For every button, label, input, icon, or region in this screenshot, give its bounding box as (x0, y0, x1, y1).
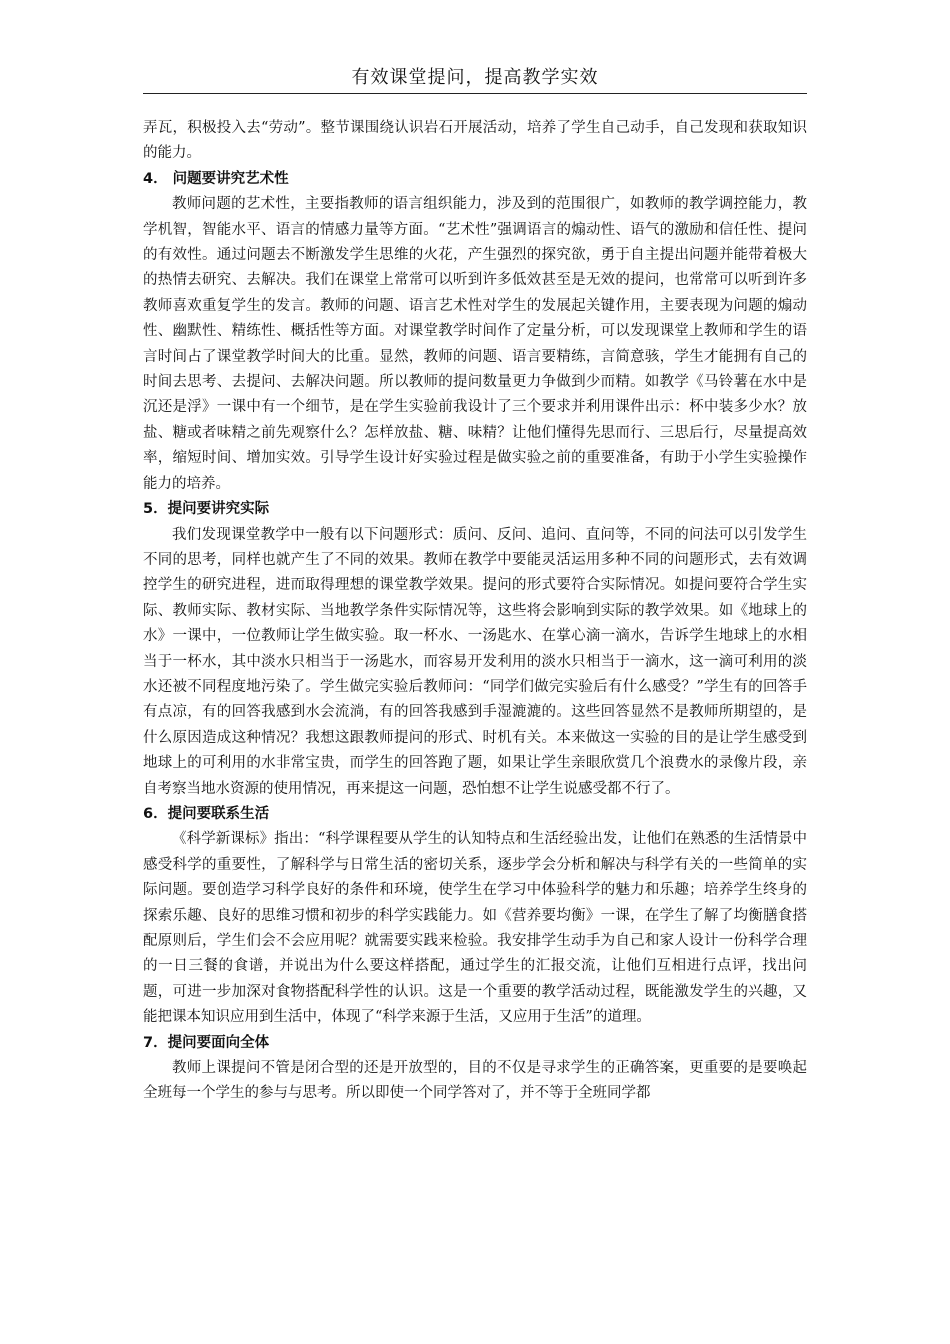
paragraph-section-6: 《科学新课标》指出：“科学课程要从学生的认知特点和生活经验出发，让他们在熟悉的生活情景中感受科学的重要性，了解科学与日常生活的密切关系，逐步学会分析和解决与科学有关的一些简单的实际问题。要创造学习科学良好的条件和环境，使学生在学习中体验科学的魅力和乐趣；培养学生终身的探索乐趣、良好的思维习惯和初步的科学实践能力。如《营养要均衡》一课，在学生了解了均衡膳食搭配原则后，学生们会不会应用呢？就需要实践来检验。我安排学生动手为自己和家人设计一份科学合理的一日三餐的食谱，并说出为什么要这样搭配，通过学生的汇报交流，让他们互相进行点评，找出问题，可进一步加深对食物搭配科学性的认识。这是一个重要的教学活动过程，既能激发学生的兴趣，又能把课本知识应用到生活中，体现了“科学来源于生活，又应用于生活”的道理。 (143, 831, 807, 1026)
section-heading-7: 7．提问要面向全体 (143, 1034, 270, 1051)
document-body (143, 116, 807, 1107)
paragraph-intro: 弄瓦，积极投入去“劳动”。整节课围绕认识岩石开展活动，培养了学生自己动手，自己发现和获取知识的能力。 (143, 120, 807, 162)
section-heading-5: 5．提问要讲究实际 (143, 501, 270, 518)
paragraph-section-7: 教师上课提问不管是闭合型的还是开放型的，目的不仅是寻求学生的正确答案，更重要的是要唤起全班每一个学生的参与与思考。所以即使一个同学答对了，并不等于全班同学都 (143, 1060, 807, 1102)
page-header-title: 有效课堂提问，提高教学实效 (351, 67, 599, 88)
paragraph-section-4: 教师问题的艺术性，主要指教师的语言组织能力，涉及到的范围很广，如教师的教学调控能力，教学机智，智能水平、语言的情感力量等方面。“艺术性”强调语言的煽动性、语气的激励和信任性、提问的有效性。通过问题去不断激发学生思维的火花，产生强烈的探究欲，勇于自主提出问题并能带着极大的热情去研究、去解决。我们在课堂上常常可以听到许多低效甚至是无效的提问，也常常可以听到许多教师喜欢重复学生的发言。教师的问题、语言艺术性对学生的发展起关键作用，主要表现为问题的煽动性、幽默性、精练性、概括性等方面。对课堂教学时间作了定量分析，可以发现课堂上教师和学生的语言时间占了课堂教学时间大的比重。显然，教师的问题、语言要精练，言简意骇，学生才能拥有自己的时间去思考、去提问、去解决问题。所以教师的提问数量更力争做到少而精。如教学《马铃薯在水中是沉还是浮》一课中有一个细节，是在学生实验前我设计了三个要求并利用课件出示：杯中装多少水？放盐、糖或者味精之前先观察什么？怎样放盐、糖、味精？让他们懂得先思而行、三思后行，尽量提高效率，缩短时间、增加实效。引导学生设计好实验过程是做实验之前的重要准备，有助于小学生实验操作能力的培养。 (143, 196, 807, 492)
paragraph-section-5: 我们发现课堂教学中一般有以下问题形式：质问、反问、追问、直问等，不同的问法可以引发学生不同的思考，同样也就产生了不同的效果。教师在教学中要能灵活运用多种不同的问题形式，去有效调控学生的研究进程，进而取得理想的课堂教学效果。提问的形式要符合实际情况。如提问要符合学生实际、教师实际、教材实际、当地教学条件实际情况等，这些将会影响到实际的教学效果。如《地球上的水》一课中，一位教师让学生做实验。取一杯水、一汤匙水、在掌心滴一滴水，告诉学生地球上的水相当于一杯水，其中淡水只相当于一汤匙水，而容易开发利用的淡水只相当于一滴水，这一滴可利用的淡水还被不同程度地污染了。学生做完实验后教师问：“同学们做完实验后有什么感受？”学生有的回答手有点凉，有的回答我感到水会流淌，有的回答我感到手湿漉漉的。这些回答显然不是教师所期望的，是什么原因造成这种情况？我想这跟教师提问的形式、时机有关。本来做这一实验的目的是让学生感受到地球上的可利用的水非常宝贵，而学生的回答跑了题，如果让学生亲眼欣赏几个浪费水的录像片段，亲自考察当地水资源的使用情况，再来提这一问题，恐怕想不让学生说感受都不行了。 (143, 526, 807, 797)
section-heading-4: 4． 问题要讲究艺术性 (143, 170, 289, 187)
header-divider (143, 93, 807, 94)
section-heading-6: 6．提问要联系生活 (143, 805, 270, 822)
